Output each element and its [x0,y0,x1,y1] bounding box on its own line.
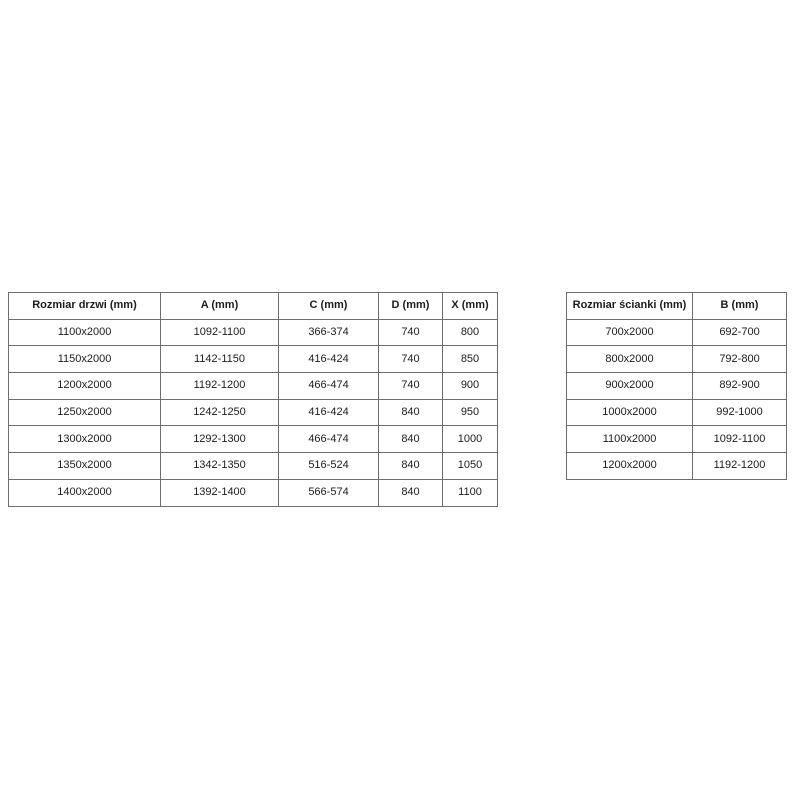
table-row [9,399,498,426]
column-header-d: D (mm) [379,293,443,320]
table-row [567,426,787,453]
table-cell: 1300x2000 [9,426,161,453]
table-cell: 840 [379,453,443,480]
table-row [9,426,498,453]
table-cell: 566-574 [279,479,379,506]
table-cell: 800 [443,319,498,346]
table-cell: 1092-1100 [693,426,787,453]
table-row [567,373,787,400]
table-row [9,346,498,373]
table-cell: 792-800 [693,346,787,373]
table-row [9,453,498,480]
table-cell: 366-374 [279,319,379,346]
table-cell: 740 [379,373,443,400]
table-cell: 900 [443,373,498,400]
table-cell: 1250x2000 [9,399,161,426]
table-cell: 1100x2000 [9,319,161,346]
table-cell: 840 [379,426,443,453]
table-cell: 1200x2000 [567,453,693,480]
table-cell: 740 [379,346,443,373]
table-cell: 1142-1150 [161,346,279,373]
table-row [567,319,787,346]
column-header-a: A (mm) [161,293,279,320]
table-row [567,399,787,426]
door-table-header-row [9,293,498,320]
table-cell: 1392-1400 [161,479,279,506]
table-cell: 740 [379,319,443,346]
table-cell: 1150x2000 [9,346,161,373]
column-header-c: C (mm) [279,293,379,320]
table-cell: 900x2000 [567,373,693,400]
table-cell: 700x2000 [567,319,693,346]
table-row [9,319,498,346]
table-cell: 1400x2000 [9,479,161,506]
column-header-rozmiar-scianki: Rozmiar ścianki (mm) [567,293,693,320]
table-cell: 1200x2000 [9,373,161,400]
table-cell: 840 [379,399,443,426]
column-header-rozmiar-drzwi: Rozmiar drzwi (mm) [9,293,161,320]
table-cell: 1192-1200 [693,453,787,480]
door-sizes-table [8,292,498,507]
wall-table-header-row [567,293,787,320]
table-cell: 950 [443,399,498,426]
table-row [9,479,498,506]
table-cell: 466-474 [279,426,379,453]
table-cell: 466-474 [279,373,379,400]
table-cell: 850 [443,346,498,373]
table-cell: 1100x2000 [567,426,693,453]
table-row [9,373,498,400]
wall-sizes-table [566,292,787,480]
table-cell: 992-1000 [693,399,787,426]
table-cell: 416-424 [279,399,379,426]
table-cell: 1000x2000 [567,399,693,426]
table-cell: 892-900 [693,373,787,400]
table-row [567,453,787,480]
table-cell: 692-700 [693,319,787,346]
table-cell: 1342-1350 [161,453,279,480]
column-header-x: X (mm) [443,293,498,320]
table-cell: 1242-1250 [161,399,279,426]
table-cell: 1050 [443,453,498,480]
table-row [567,346,787,373]
table-cell: 1350x2000 [9,453,161,480]
table-cell: 416-424 [279,346,379,373]
table-cell: 1192-1200 [161,373,279,400]
table-cell: 800x2000 [567,346,693,373]
table-cell: 516-524 [279,453,379,480]
table-cell: 1292-1300 [161,426,279,453]
table-cell: 840 [379,479,443,506]
table-cell: 1000 [443,426,498,453]
table-cell: 1100 [443,479,498,506]
column-header-b: B (mm) [693,293,787,320]
table-cell: 1092-1100 [161,319,279,346]
